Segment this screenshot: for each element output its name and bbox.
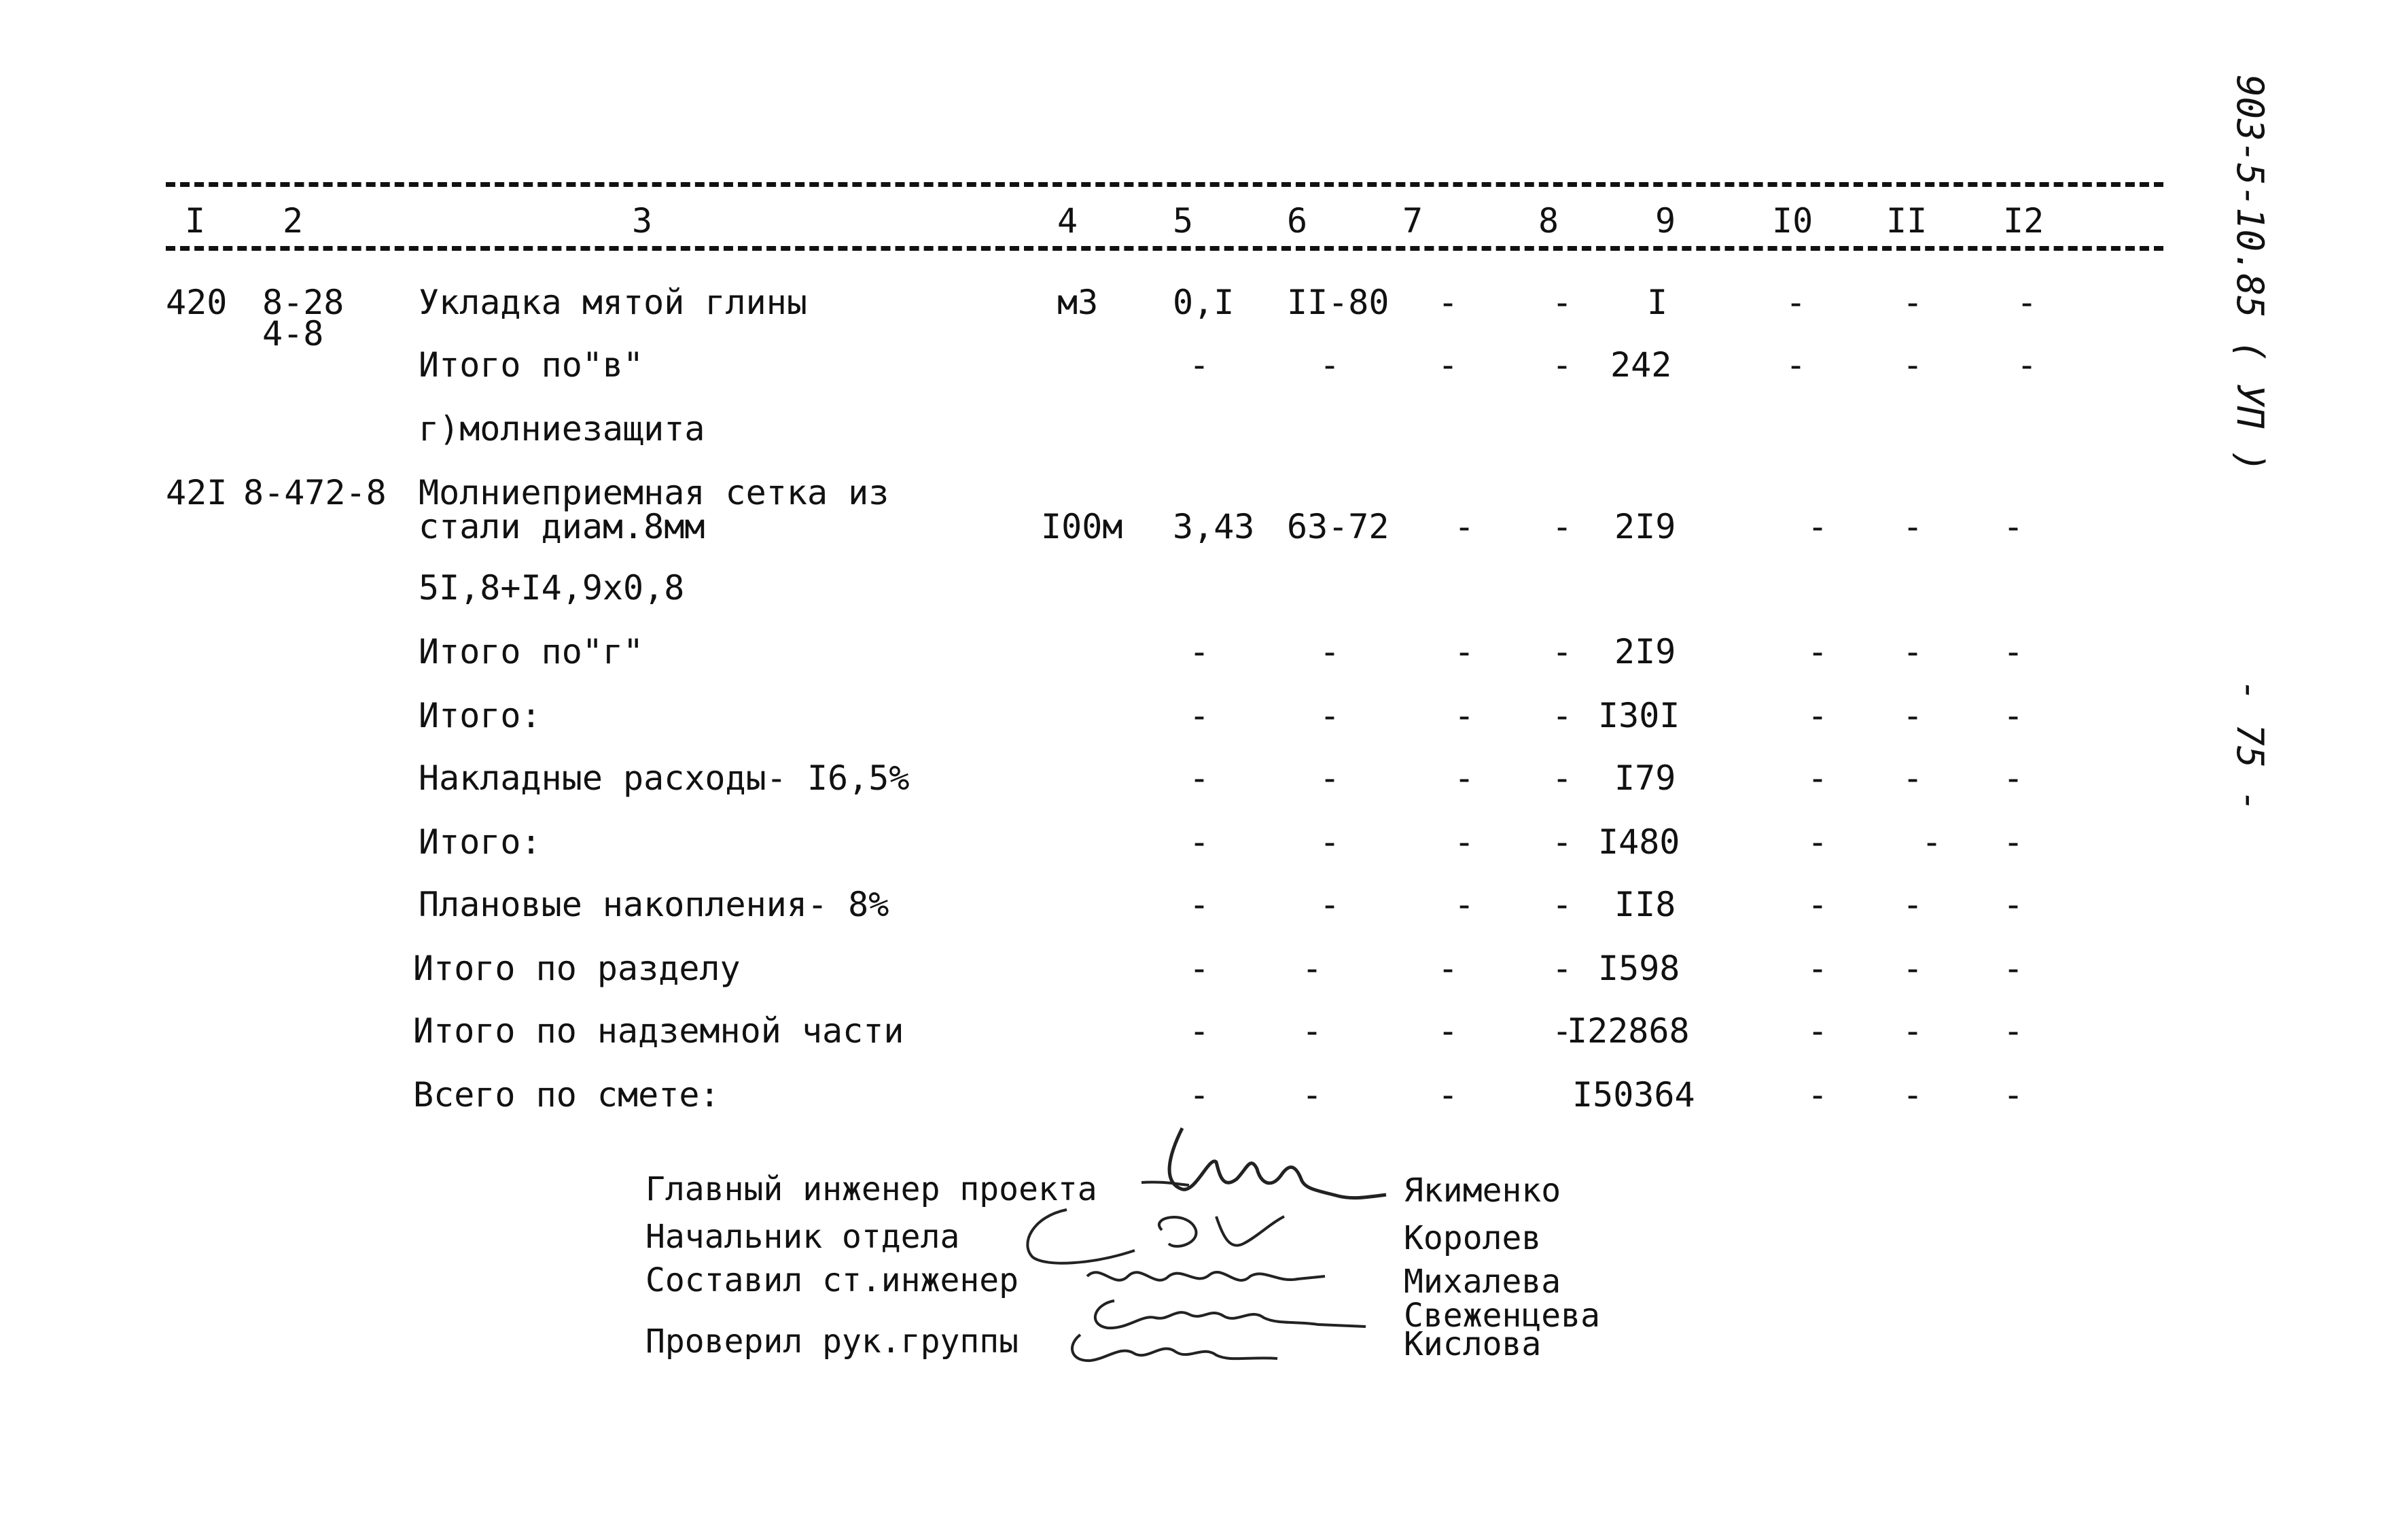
page-number: - 75 - xyxy=(2229,680,2271,813)
col-11-value: - xyxy=(1902,632,1924,671)
norm-code: 8-28 xyxy=(262,283,344,322)
total-value: I30I xyxy=(1598,696,1680,735)
quantity: 3,43 xyxy=(1173,507,1255,546)
work-description: Итого: xyxy=(419,822,542,862)
chief-engineer-title: Главный инженер проекта xyxy=(645,1170,1097,1208)
col-10-value: - xyxy=(1786,283,1807,322)
checked-by-title: Проверил рук.группы xyxy=(645,1322,1019,1361)
col-11-value: - xyxy=(1902,283,1924,322)
col-7-value: - xyxy=(1438,1075,1459,1115)
unit-price: 63-72 xyxy=(1287,507,1389,546)
unit-price: - xyxy=(1320,632,1341,671)
row-number: 420 xyxy=(166,283,228,322)
col-8-value: - xyxy=(1552,1011,1573,1051)
col-10-value: - xyxy=(1786,345,1807,385)
col-11-value: - xyxy=(1902,885,1924,924)
work-description: Итого: xyxy=(419,696,542,735)
col-12-value: - xyxy=(2003,758,2024,798)
header-col-9: 9 xyxy=(1655,201,1676,241)
compiled-by-name: Михалева xyxy=(1404,1263,1561,1301)
checked-by-name-2: Кислова xyxy=(1404,1325,1542,1363)
col-7-value: - xyxy=(1438,345,1459,385)
col-8-value: - xyxy=(1552,632,1573,671)
work-description: Накладные расходы- I6,5% xyxy=(419,758,910,798)
col-11-value: - xyxy=(1902,758,1924,798)
norm-code-sub: 4-8 xyxy=(262,314,324,353)
header-col-7: 7 xyxy=(1402,201,1423,241)
table-top-rule xyxy=(166,182,2163,187)
col-12-value: - xyxy=(2003,696,2024,735)
quantity: - xyxy=(1189,885,1210,924)
norm-code: 8-472-8 xyxy=(243,473,387,512)
unit: I00м xyxy=(1041,507,1123,546)
col-11-value: - xyxy=(1922,822,1943,862)
dept-head-title: Начальник отдела xyxy=(645,1218,960,1256)
col-7-value: - xyxy=(1438,1011,1459,1051)
unit-price: - xyxy=(1302,1011,1323,1051)
col-8-value: - xyxy=(1552,758,1573,798)
unit-price: - xyxy=(1320,696,1341,735)
col-10-value: - xyxy=(1807,1075,1828,1115)
col-10-value: - xyxy=(1807,822,1828,862)
col-7-value: - xyxy=(1438,283,1459,322)
col-8-value: - xyxy=(1552,822,1573,862)
total-value: I79 xyxy=(1614,758,1676,798)
quantity: - xyxy=(1189,1075,1210,1115)
col-12-value: - xyxy=(2003,507,2024,546)
col-8-value: - xyxy=(1552,507,1573,546)
quantity: - xyxy=(1189,758,1210,798)
col-11-value: - xyxy=(1902,949,1924,988)
quantity: 0,I xyxy=(1173,283,1235,322)
col-11-value: - xyxy=(1902,1075,1924,1115)
col-7-value: - xyxy=(1454,822,1475,862)
work-description: Итого по"в" xyxy=(419,345,644,385)
header-col-6: 6 xyxy=(1287,201,1308,241)
header-col-5: 5 xyxy=(1173,201,1194,241)
quantity: - xyxy=(1189,822,1210,862)
col-10-value: - xyxy=(1807,949,1828,988)
col-12-value: - xyxy=(2017,345,2038,385)
col-7-value: - xyxy=(1454,632,1475,671)
total-value: 2I9 xyxy=(1614,632,1676,671)
col-12-value: - xyxy=(2017,283,2038,322)
quantity: - xyxy=(1189,949,1210,988)
header-col-1: I xyxy=(185,201,206,241)
work-description-line-2: стали диам.8мм xyxy=(419,507,705,546)
unit-price: - xyxy=(1320,345,1341,385)
unit-price: - xyxy=(1320,885,1341,924)
col-7-value: - xyxy=(1454,885,1475,924)
col-12-value: - xyxy=(2003,1075,2024,1115)
header-col-2: 2 xyxy=(283,201,304,241)
col-10-value: - xyxy=(1807,632,1828,671)
quantity: - xyxy=(1189,345,1210,385)
col-11-value: - xyxy=(1902,696,1924,735)
quantity: - xyxy=(1189,1011,1210,1051)
col-8-value: - xyxy=(1552,283,1573,322)
section-heading: г)молниезащита xyxy=(419,409,705,449)
col-12-value: - xyxy=(2003,1011,2024,1051)
col-8-value: - xyxy=(1552,949,1573,988)
col-7-value: - xyxy=(1454,758,1475,798)
dept-head-name: Королев xyxy=(1404,1219,1542,1257)
col-12-value: - xyxy=(2003,822,2024,862)
unit-price: - xyxy=(1320,758,1341,798)
total-value: I22868 xyxy=(1567,1011,1690,1051)
work-description: Всего по смете: xyxy=(413,1075,720,1115)
work-description: Молниеприемная сетка из xyxy=(419,473,889,512)
col-10-value: - xyxy=(1807,507,1828,546)
header-col-8: 8 xyxy=(1538,201,1559,241)
header-col-4: 4 xyxy=(1057,201,1078,241)
header-col-11: II xyxy=(1886,201,1928,241)
total-value: I598 xyxy=(1598,949,1680,988)
header-col-12: I2 xyxy=(2003,201,2044,241)
col-10-value: - xyxy=(1807,1011,1828,1051)
col-8-value: - xyxy=(1552,345,1573,385)
col-8-value: - xyxy=(1552,696,1573,735)
work-description: Итого по надземной части xyxy=(413,1011,904,1051)
col-10-value: - xyxy=(1807,885,1828,924)
checked-by-name-1: Свеженцева xyxy=(1404,1297,1600,1335)
compiled-by-title: Составил ст.инженер xyxy=(645,1261,1019,1299)
total-value: II8 xyxy=(1614,885,1676,924)
col-7-value: - xyxy=(1454,696,1475,735)
quantity: - xyxy=(1189,696,1210,735)
header-col-10: I0 xyxy=(1772,201,1813,241)
col-10-value: - xyxy=(1807,696,1828,735)
col-10-value: - xyxy=(1807,758,1828,798)
document-code: 903-5-10.85 ( УП ) xyxy=(2229,75,2271,473)
unit-price: - xyxy=(1302,949,1323,988)
row-number: 42I xyxy=(166,473,228,512)
col-11-value: - xyxy=(1902,507,1924,546)
unit-price: II-80 xyxy=(1287,283,1389,322)
handwritten-signature-chief xyxy=(1135,1115,1393,1216)
work-description: Итого по"г" xyxy=(419,632,644,671)
work-description: Укладка мятой глины xyxy=(419,283,807,322)
quantity-formula: 5I,8+I4,9x0,8 xyxy=(419,568,685,608)
col-8-value: - xyxy=(1552,885,1573,924)
table-header-rule xyxy=(166,246,2163,251)
col-12-value: - xyxy=(2003,885,2024,924)
unit: м3 xyxy=(1057,283,1099,322)
header-col-3: 3 xyxy=(632,201,653,241)
col-12-value: - xyxy=(2003,949,2024,988)
handwritten-signature-checker-2 xyxy=(1060,1321,1305,1375)
work-description: Плановые накопления- 8% xyxy=(419,885,889,924)
total-value: I480 xyxy=(1598,822,1680,862)
unit-price: - xyxy=(1302,1075,1323,1115)
total-value: I50364 xyxy=(1572,1075,1695,1115)
unit-price: - xyxy=(1320,822,1341,862)
total-value: 2I9 xyxy=(1614,507,1676,546)
col-11-value: - xyxy=(1902,1011,1924,1051)
col-11-value: - xyxy=(1902,345,1924,385)
quantity: - xyxy=(1189,632,1210,671)
work-description: Итого по разделу xyxy=(413,949,741,988)
col-12-value: - xyxy=(2003,632,2024,671)
chief-engineer-name: Якименко xyxy=(1404,1172,1561,1210)
total-value: 242 xyxy=(1610,345,1672,385)
col-7-value: - xyxy=(1454,507,1475,546)
col-7-value: - xyxy=(1438,949,1459,988)
total-value: I xyxy=(1647,283,1668,322)
